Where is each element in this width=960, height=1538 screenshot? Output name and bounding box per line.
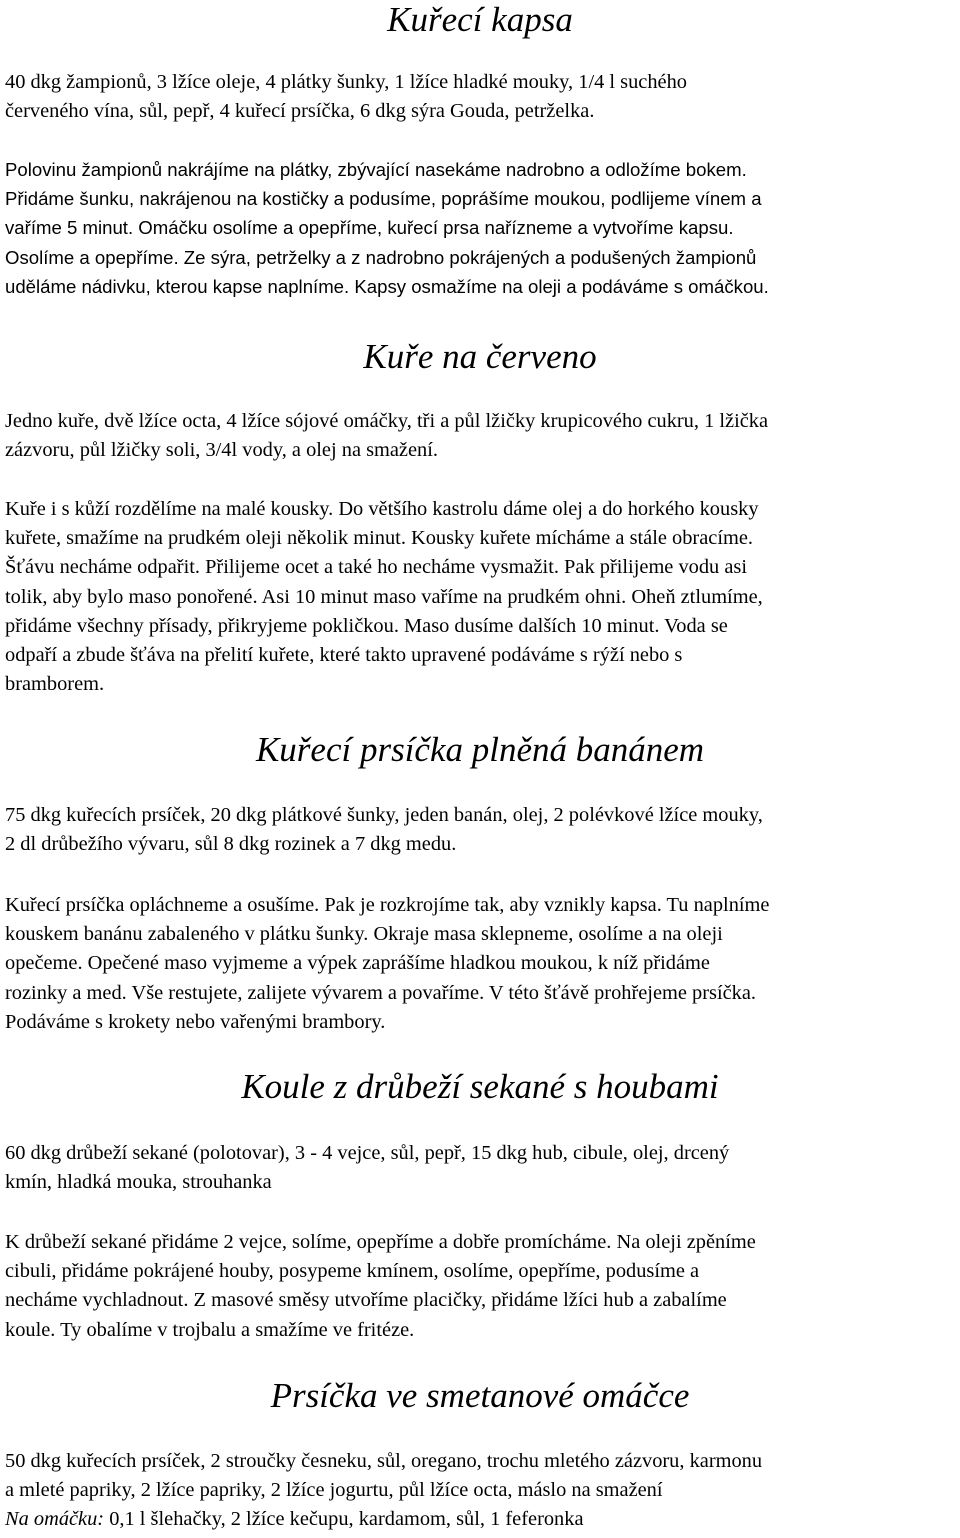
text-line: rozinky a med. Vše restujete, zalijete vývarem a povaříme. V této šťávě prohřejeme prsíčka. bbox=[5, 981, 756, 1004]
text-line: 2 dl drůbežího vývaru, sůl 8 dkg rozinek a 7 dkg medu. bbox=[5, 833, 457, 856]
text-line: kuřete, smažíme na prudkém oleji několik minut. Kousky kuřete mícháme a stále obracíme. bbox=[5, 527, 753, 550]
recipe-ingredients bbox=[5, 1447, 955, 1535]
text-line: Šťávu necháme odpařit. Přilijeme ocet a také ho necháme vysmažit. Pak přilijeme vodu asi bbox=[5, 556, 747, 579]
text-line: bramborem. bbox=[5, 673, 105, 696]
recipe-method bbox=[5, 891, 955, 1037]
recipe-ingredients bbox=[5, 68, 955, 126]
recipe-title: Kuřecí prsíčka plněná banánem bbox=[255, 730, 705, 769]
text-line: Jedno kuře, dvě lžíce octa, 4 lžíce sójové omáčky, tři a půl lžičky krupicového cukru, 1 lžička bbox=[5, 410, 769, 432]
text-line: 40 dkg žampionů, 3 lžíce oleje, 4 plátky šunky, 1 lžíce hladké mouky, 1/4 l suchého bbox=[5, 71, 687, 93]
text-line: Osolíme a opepříme. Ze sýra, petrželky a z nadrobno pokrájených a podušených žampionů bbox=[5, 246, 757, 268]
text-line: kmín, hladká mouka, strouhanka bbox=[5, 1171, 272, 1194]
text-line: necháme vychladnout. Z masové směsy utvoříme placičky, přidáme lžíci hub a zabalíme bbox=[5, 1289, 727, 1312]
text-line: uděláme nádivku, kterou kapse naplníme. Kapsy osmažíme na oleji a podáváme s omáčkou. bbox=[5, 275, 769, 297]
recipe-title: Kuře na červeno bbox=[363, 337, 597, 376]
text-line: a mleté papriky, 2 lžíce papriky, 2 lžíce jogurtu, půl lžíce octa, máslo na smažení bbox=[5, 1479, 663, 1502]
recipe-method bbox=[5, 1228, 955, 1345]
sauce-text: 0,1 l šlehačky, 2 lžíce kečupu, kardamom, sůl, 1 feferonka bbox=[104, 1508, 584, 1531]
recipe-ingredients bbox=[5, 407, 955, 465]
recipe-title: Koule z drůbeží sekané s houbami bbox=[241, 1067, 719, 1106]
text-line: cibuli, přidáme pokrájené houby, posypeme kmínem, osolíme, opepříme, podusíme a bbox=[5, 1260, 700, 1283]
text-line: Kuřecí prsíčka opláchneme a osušíme. Pak je rozkrojíme tak, aby vznikly kapsa. Tu naplníme bbox=[5, 894, 770, 916]
text-line: vaříme 5 minut. Omáčku osolíme a opepříme, kuřecí prsa nařízneme a vytvoříme kapsu. bbox=[5, 217, 734, 239]
recipe-title: Kuřecí kapsa bbox=[387, 0, 573, 39]
recipe-title: Prsíčka ve smetanové omáčce bbox=[270, 1376, 690, 1415]
recipe-ingredients bbox=[5, 801, 955, 859]
text-line: červeného vína, sůl, pepř, 4 kuřecí prsíčka, 6 dkg sýra Gouda, petrželka. bbox=[5, 100, 595, 123]
text-line: odpaří a zbude šťáva na přelití kuřete, které takto upravené podáváme s rýží nebo s bbox=[5, 644, 683, 667]
text-line: koule. Ty obalíme v trojbalu a smažíme ve fritéze. bbox=[5, 1318, 415, 1341]
sauce-label: Na omáčku: bbox=[5, 1508, 105, 1531]
text-line: 75 dkg kuřecích prsíček, 20 dkg plátkové šunky, jeden banán, olej, 2 polévkové lžíce mouky, bbox=[5, 804, 763, 826]
recipe-method bbox=[5, 495, 955, 699]
text-line: kouskem banánu zabaleného v plátku šunky. Okraje masa sklepneme, osolíme a na oleji bbox=[5, 923, 723, 946]
text-line: tolik, aby bylo maso ponořené. Asi 10 minut maso vaříme na prudkém ohni. Oheň ztlumíme, bbox=[5, 585, 763, 608]
recipe-method bbox=[5, 155, 955, 301]
text-line: Kuře i s kůží rozdělíme na malé kousky. Do většího kastrolu dáme olej a do horkého kousky bbox=[5, 498, 759, 520]
text-line: K drůbeží sekané přidáme 2 vejce, solíme, opepříme a dobře promícháme. Na oleji zpěníme bbox=[5, 1231, 756, 1253]
text-line: přidáme všechny přísady, přikryjeme pokličkou. Maso dusíme dalších 10 minut. Voda se bbox=[5, 614, 728, 637]
text-line: Přidáme šunku, nakrájenou na kostičky a podusíme, poprášíme moukou, podlijeme vínem a bbox=[5, 188, 762, 210]
text-line: Podáváme s krokety nebo vařenými brambory. bbox=[5, 1010, 386, 1033]
text-line: Polovinu žampionů nakrájíme na plátky, zbývající nasekáme nadrobno a odložíme bokem. bbox=[5, 159, 747, 180]
recipe-ingredients bbox=[5, 1139, 955, 1197]
text-line: 60 dkg drůbeží sekané (polotovar), 3 - 4 vejce, sůl, pepř, 15 dkg hub, cibule, olej, drcený bbox=[5, 1142, 730, 1164]
text-line: 50 dkg kuřecích prsíček, 2 stroučky česneku, sůl, oregano, trochu mletého zázvoru, karmonu bbox=[5, 1450, 763, 1472]
text-line: opečeme. Opečené maso vyjmeme a výpek zaprášíme hladkou moukou, k níž přidáme bbox=[5, 952, 710, 975]
text-line: zázvoru, půl lžičky soli, 3/4l vody, a olej na smažení. bbox=[5, 439, 438, 462]
sauce-line bbox=[5, 1505, 955, 1534]
